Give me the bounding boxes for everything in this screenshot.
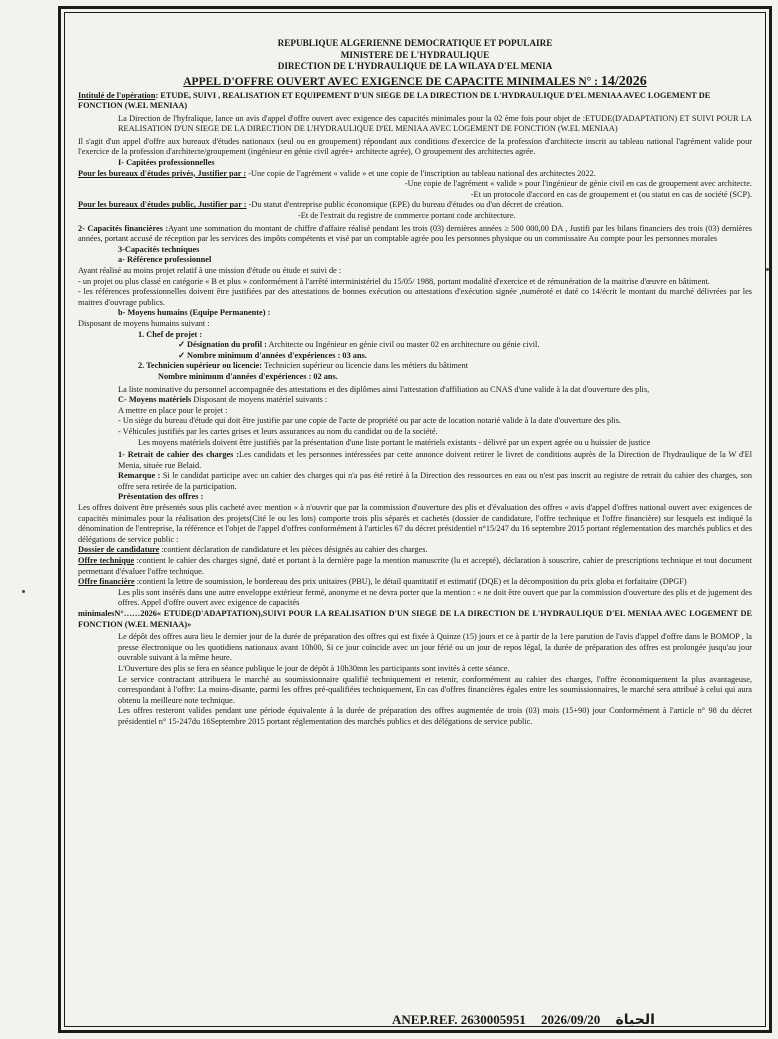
material-place: A mettre en place pour le projet : (118, 405, 228, 415)
validite: Les offres resteront valides pendant une période équivalente à la durée de préparation des offres augmentée de trois (03) mois (15+90) jour Conformément à l'article n° 98 du décret présidentiel n° 15-247du 16Septembre 2015 portant réglementation des marchés publics et des délégations de service public. (118, 706, 752, 726)
material-item-3: Les moyens matériels doivent être justifiés par la présentation d'une liste portant le matériels existants - délivré par un expert agrée ou u huissier de justice (138, 437, 651, 447)
tender-title: APPEL D'OFFRE OUVERT AVEC EXIGENCE DE CAPACITE MINIMALES N° : 14/2026 (183, 73, 647, 89)
announcement-body (78, 38, 752, 728)
section-professional: I- Capitées professionnelles (118, 158, 215, 168)
references-item-1: - un projet ou plus classé en catégorie « B et plus » conformément à l'arrêté interministériel du 15/05/ 1988, portant modalité d'exercice et de rémunération de la maitrise d'œuvre en bâtiment. (78, 276, 710, 286)
technicien-experience: Nombre minimum d'années d'expériences : 02 ans. (158, 371, 338, 381)
private-offices-2: -Une copie de l'agrément « valide » pour l'ingénieur de génie civil en cas de groupement avec architecte. (404, 179, 752, 189)
scan-speck (766, 268, 769, 271)
offre-financiere: Offre financière :contient la lettre de soumission, le bordereau des prix unitaires (PBU), le détail quantitatif et estimatif (DQE) et la décomposition du prix globa et forfaitaire (DPGF) (78, 577, 687, 587)
publication-date: 2026/09/20 (541, 1012, 601, 1027)
human-intro: Disposant de moyens humains suivant : (78, 318, 210, 328)
section-technical: 3-Capacités techniques (118, 244, 200, 254)
personnel-list: La liste nominative du personnel accompagnée des attestations et des diplômes ainsi l'attestation d'affiliation au CNAS d'une valide à la dat d'ouverture des plis, (118, 384, 650, 394)
enveloppe-2: minimalesN°……2026« ETUDE(D'ADAPTATION),SUIVI POUR LA REALISATION D'UN SIEGE DE LA DIRECTION DE L'HYDRAULIQUE D'EL MENIAA AVEC LOGEMENT DE FONCTION (W.EL MENIAA)» (78, 609, 752, 629)
section-references: a- Référence professionnel (118, 255, 212, 265)
enveloppe-1: Les plis sont insérés dans une autre enveloppe extérieur fermé, anonyme et ne devra porter que la mention : « ne doit être ouvert que par la commission d'ouverture des plis et de jugement des offres. Appel d'offre ouvert avec exigence de capacités (118, 587, 752, 608)
references-item-2: - les références professionnelles doivent être justifiées par des attestations de bonnes exécution ou attestations d'exécution signée ,numéroté et daté co 14/écrit le montant du marché délivrées par les maitres d'ouvrage publics. (78, 287, 752, 307)
references-intro: Ayant réalisé au moins projet relatif à une mission d'étude ou étude et suivi de : (78, 266, 342, 275)
eligibility-paragraph: Il s'agit d'un appel d'offre aux bureaux d'études nationaux (seul ou en groupement) répondant aux conditions d'exercice de la profession d'architecte inscrit au tableau national l'agrément valide pour l'exercice de la profession d'architecte/groupement (ingénieur en génie civil agrée+ architecte agrée), O groupement des architectes agrée. (78, 136, 752, 157)
section-presentation: Présentation des offres : (118, 492, 204, 502)
remarque: Remarque : Si le candidat participe avec un cahier des charges qui n'a pas été retiré à la Direction des ressources en eau ou n'est pas inscrit au registre de retrait du cahier des charges, son offre sera retirée de la participation. (118, 471, 752, 491)
chef-de-projet: 1. Chef de projet : (138, 329, 203, 339)
private-offices: Pour les bureaux d'études privés, Justifier par : -Une copie de l'agrément « valide » et une copie de l'inscription au tableau national des architectes 2022. (78, 168, 596, 178)
footer-ref (392, 1012, 722, 1028)
public-offices-2: -Et de l'extrait du registre de commerce portant code architecture. (298, 211, 516, 221)
retrait-cahier: 1- Retrait de cahier des charges :Les candidats et les personnes intéressées par cette annonce doivent retirer le livret de conditions auprès de la Direction de l'hydraulique de la W d'El Menia, située rue Belaid. (118, 450, 752, 470)
ouverture-plis: L'Ouverture des plis se fera en séance publique le jour de dépôt à 10h30mn les participants sont invités à cette séance. (118, 663, 510, 673)
newspaper-name: الحياة (615, 1012, 655, 1028)
depot-offres: Le dépôt des offres aura lieu le dernier jour de la durée de préparation des offres qui est fixée à Quinze (15) jours et ce à partir de la 1ere parution de l'avis d'appel d'offre dans le BOMOP , la presse électronique ou les quotidiens nationaux avant 10h00, Si ce jour coïncide avec un jour férié ou un jour de repos légal, la durée de préparation des offres est prolongée jusqu'au jour ouvrable suivant à la même heure. (118, 632, 752, 663)
chef-profil: ✓ Désignation du profil : Architecte ou Ingénieur en génie civil ou master 02 en architecture ou génie civil. (178, 340, 540, 350)
anep-ref: ANEP.REF. 2630005951 (392, 1012, 526, 1027)
material-item-1: - Un siège du bureau d'étude qui doit être justifie par une copie de l'acte de propriété ou par acte de location notarié valide à la date d'ouverture des plis. (118, 416, 622, 426)
attribution: Le service contractant attribuera le marché au soumissionnaire qualifié techniquement et retenir, conformément au cahier des charges, l'offre économiquement la plus avantageuse, correspondant à l'offre: La moins-disante, parmi les offres pré-qualifiées techniquement, En cas d'offres financières égales entre les soumissionnaires, le marché sera attribué à celui qui aura obtenu la meilleure note technique. (118, 674, 752, 705)
header-direction: DIRECTION DE L'HYDRAULIQUE DE LA WILAYA D'EL MENIA (277, 61, 553, 71)
operation-title: Intitulé de l'opération: ETUDE, SUIVI , REALISATION ET EQUIPEMENT D'UN SIEGE DE LA DIRECTION DE L'HYDRAULIQUE D'EL MENIAA AVEC LOGEMENT DE FONCTION (W.EL MENIAA) (78, 90, 711, 111)
dossier-candidature: Dossier de candidature :contient déclaration de candidature et les pièces désignés au cahier des charges. (78, 545, 428, 555)
header-ministry: MINISTERE DE L'HYDRAULIQUE (340, 49, 490, 60)
technicien: 2. Technicien supérieur ou licencie: Technicien supérieur ou licencie dans les métiers du bâtiment (138, 361, 469, 371)
section-human: b- Moyens humains (Equipe Permanente) : (118, 308, 271, 318)
presentation-text: Les offres doivent être présentés sous plis cacheté avec mention « à n'ouvrir que par la commission d'ouverture des plis et d'évaluation des offres « avis d'appel d'offres national ouvert avec exigences de capacités minimales pour la réalisation des projets(Cité le ou les lots) comporte trois plis séparés et cachetés (dossier de candidature, l'offre technique et l'offre financière) sur lesquels est indiqué la dénomination de l'entreprise, la référence et l'objet de l'appel d'offres conformément à l'articles 67 du décret présidentiel n°15/247 du 16 septembre 2015 portant réglementation des marchés publics et des délégations de service public : (78, 503, 752, 544)
public-offices: Pour les bureaux d'études public, Justifier par : -Du statut d'entreprise public économique (EPE) du bureau d'études ou d'un décret de création. (78, 200, 564, 210)
material-item-2: - Véhicules justifiés par les cartes grises et leurs assurances au nom du candidat ou de la société. (118, 426, 438, 436)
financial-capacity: 2- Capacités financières :Ayant une sommation du montant de chiffre d'affaire réalisé pendant les trois (03) dernières années ≥ 500 000,00 DA , Justifi par les bilans financiers des trois (03) dernières années, portant accusé de réception par les services des impôts compétents et visé par un comptable agrée pou les personnes physique ou un commissaire Au compte pour les personnes morales (78, 223, 752, 244)
scan-speck (22, 590, 25, 593)
header-republic: REPUBLIQUE ALGERIENNE DEMOCRATIQUE ET POPULAIRE (277, 38, 553, 48)
chef-experience: ✓ Nombre minimum d'années d'expériences : 03 ans. (178, 350, 367, 360)
intro-paragraph: La Direction de l'hyfralique, lance un avis d'appel d'offre ouvert avec exigence des capacités minimales pour la 02 ème fois pour objet de :ETUDE(D'ADAPTATION) ET SUIVI POUR LA REALISATION D'UN SIEGE DE LA DIRECTION DE L'HYDRAULIQUE D'EL MENIAA AVEC LOGEMENT DE FONCTION (W.EL MENIAA) (118, 113, 752, 134)
section-material: C- Moyens matériels Disposant de moyens matériel suivants : (118, 395, 328, 405)
tender-number: 14/2026 (600, 73, 647, 89)
offre-technique: Offre technique :contient le cahier des charges signé, daté et portant à la dernière page la mention manuscrite (lu et accepté), déclaration à souscrire, cahier de prescriptions technique et tout document permettant d'évaluer l'offre technique. (78, 556, 752, 576)
private-offices-3: -Et un protocole d'accord en cas de groupement et (ou statut en cas de société (SCP). (470, 189, 752, 199)
